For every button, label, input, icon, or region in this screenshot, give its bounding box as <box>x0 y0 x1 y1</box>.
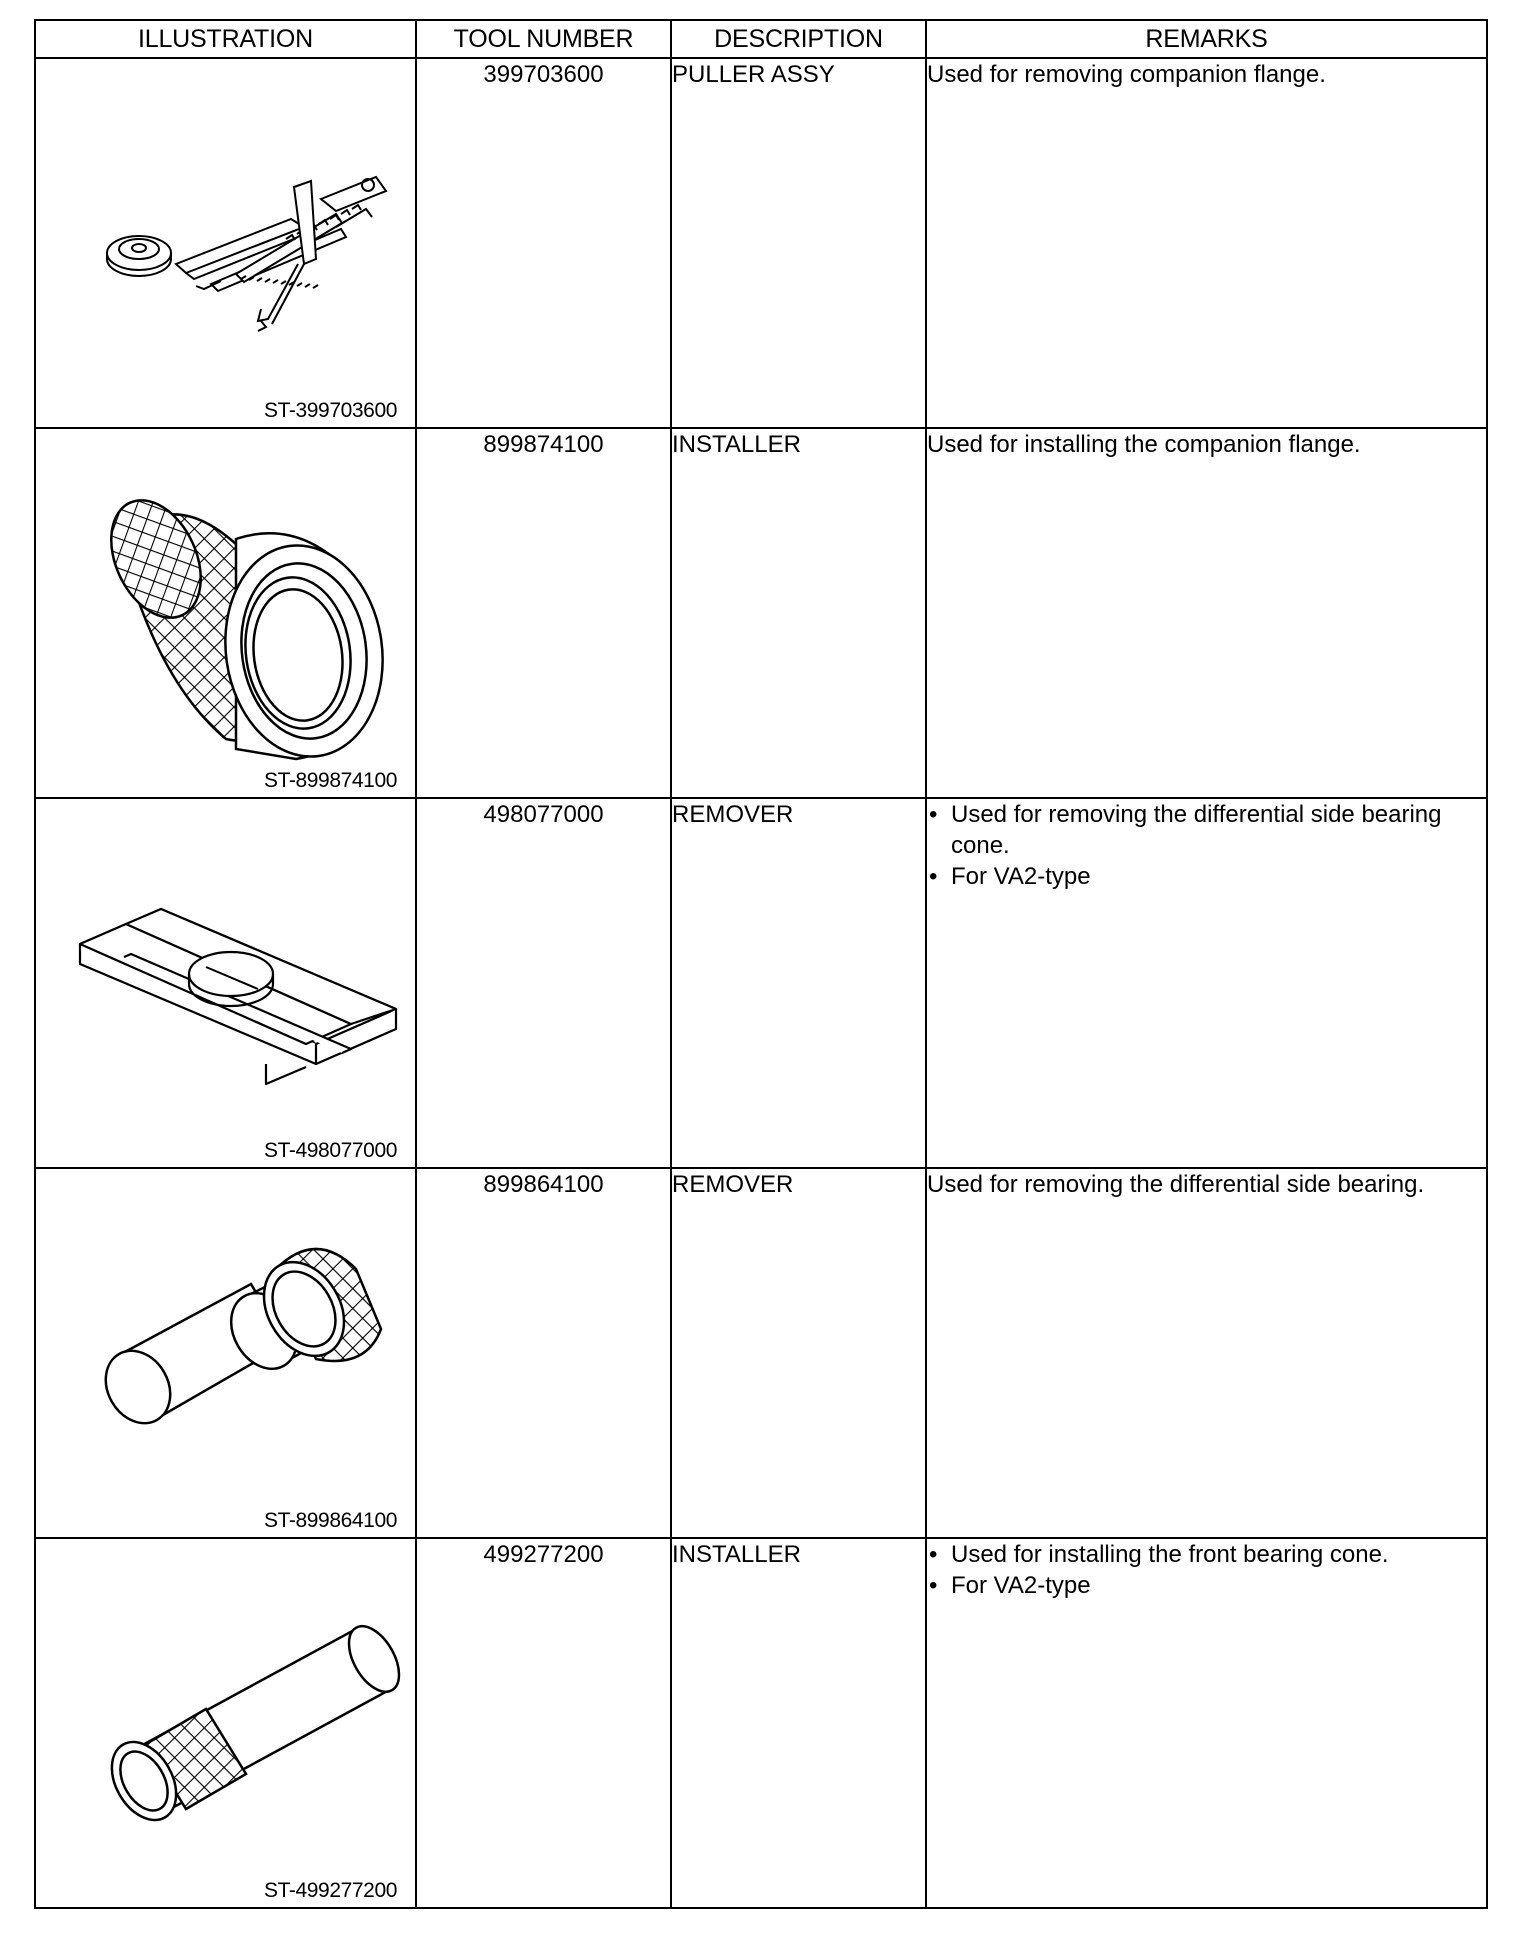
remover-shaft-illustration <box>36 1169 417 1537</box>
description-cell <box>671 1168 926 1538</box>
table-row <box>35 428 1487 798</box>
bullet-icon: • <box>929 1572 938 1599</box>
list-item <box>927 1539 1486 1570</box>
illustration-cell <box>35 58 416 428</box>
remarks-cell <box>926 1538 1487 1908</box>
remark-text: Used for removing companion flange. <box>927 61 1326 88</box>
description: INSTALLER <box>672 1541 801 1568</box>
special-tools-table <box>34 19 1488 1909</box>
description: PULLER ASSY <box>672 61 835 88</box>
description-cell <box>671 58 926 428</box>
tool-number-cell <box>416 1168 671 1538</box>
tool-number-cell <box>416 428 671 798</box>
table-row <box>35 1538 1487 1908</box>
remarks-cell <box>926 798 1487 1168</box>
tool-number-cell <box>416 58 671 428</box>
bullet-icon: • <box>929 1541 938 1568</box>
header-remarks: REMARKS <box>926 20 1487 58</box>
description: REMOVER <box>672 801 794 828</box>
remarks-cell <box>926 1168 1487 1538</box>
tool-number: 899864100 <box>483 1171 604 1198</box>
remark-text: Used for removing the differential side bearing. <box>927 1171 1425 1198</box>
illustration-cell <box>35 798 416 1168</box>
bullet-icon: • <box>929 801 938 828</box>
table-row <box>35 1168 1487 1538</box>
table-row <box>35 798 1487 1168</box>
list-item <box>927 1570 1486 1601</box>
remover-plate-illustration <box>36 799 417 1167</box>
tool-number: 899874100 <box>483 431 604 458</box>
illustration-cell <box>35 1168 416 1538</box>
illustration-label: ST-498077000 <box>264 1139 397 1162</box>
remark-text: Used for installing the companion flange. <box>927 431 1361 458</box>
remark-text: For VA2-type <box>951 1572 1091 1599</box>
description-cell <box>671 428 926 798</box>
list-item <box>927 861 1486 892</box>
tool-number-cell <box>416 1538 671 1908</box>
bullet-icon: • <box>929 863 938 890</box>
puller-assy-illustration <box>36 59 417 427</box>
tool-number: 498077000 <box>483 801 604 828</box>
header-row <box>35 20 1487 58</box>
remark-text: For VA2-type <box>951 863 1091 890</box>
illustration-label: ST-899864100 <box>264 1509 397 1532</box>
header-illustration: ILLUSTRATION <box>35 20 416 58</box>
remarks-cell <box>926 428 1487 798</box>
description: REMOVER <box>672 1171 794 1198</box>
remark-text: Used for removing the differential side bearing cone. <box>951 801 1442 859</box>
header-description: DESCRIPTION <box>671 20 926 58</box>
header-tool-number: TOOL NUMBER <box>416 20 671 58</box>
list-item <box>927 799 1486 861</box>
illustration-label: ST-399703600 <box>264 399 397 422</box>
remarks-list <box>927 1539 1486 1601</box>
illustration-cell <box>35 1538 416 1908</box>
installer-tube-illustration <box>36 1539 417 1907</box>
description-cell <box>671 798 926 1168</box>
installer-sleeve-illustration <box>36 429 417 797</box>
remark-text: Used for installing the front bearing cone. <box>951 1541 1389 1568</box>
tool-number-cell <box>416 798 671 1168</box>
remarks-cell <box>926 58 1487 428</box>
description: INSTALLER <box>672 431 801 458</box>
table-row <box>35 58 1487 428</box>
description-cell <box>671 1538 926 1908</box>
tool-number: 499277200 <box>483 1541 604 1568</box>
illustration-label: ST-899874100 <box>264 769 397 792</box>
illustration-cell <box>35 428 416 798</box>
illustration-label: ST-499277200 <box>264 1879 397 1902</box>
remarks-list <box>927 799 1486 892</box>
tool-number: 399703600 <box>483 61 604 88</box>
